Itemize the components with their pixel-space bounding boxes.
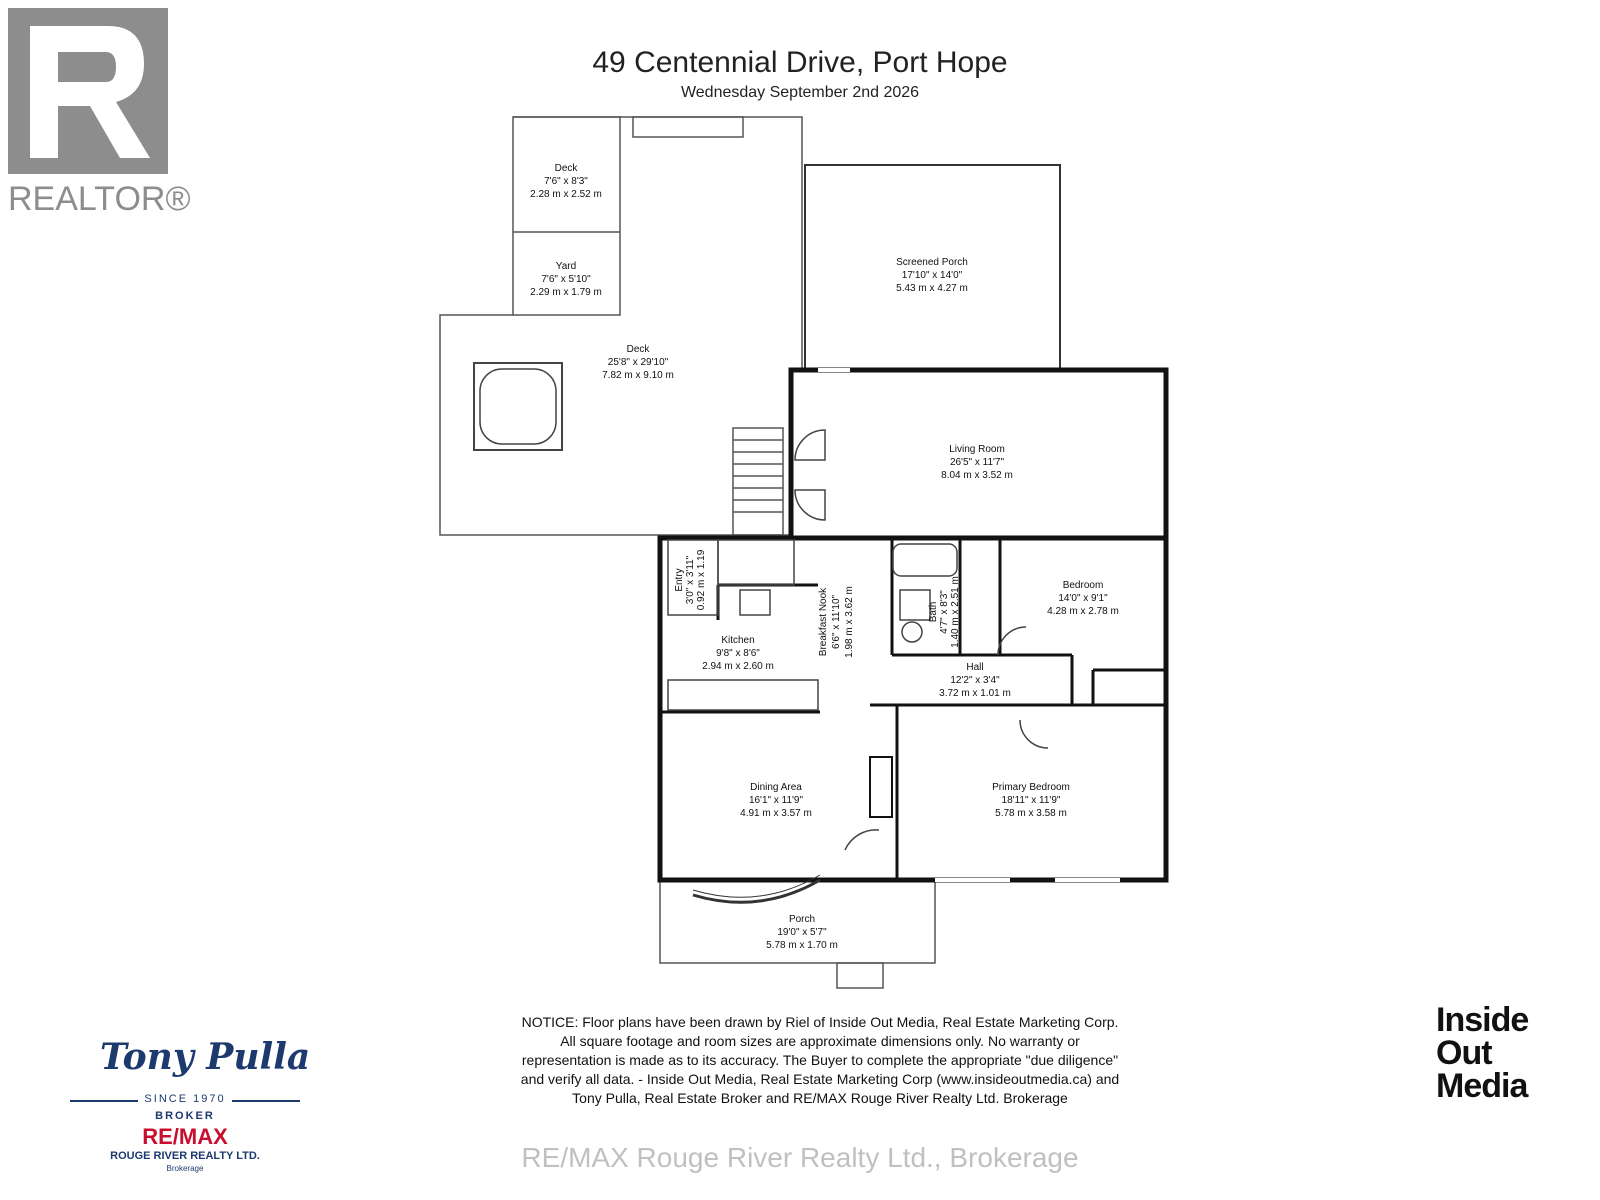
media-logo-line: Inside [1436,1001,1529,1039]
room-name: Yard [555,261,577,272]
outdoor-areas [440,117,1060,988]
room-metric: 8.04 m x 3.52 m [941,470,1013,481]
room-imperial: 17'10" x 14'0" [901,270,963,281]
plan-date: Wednesday September 2nd 2026 [680,84,920,101]
realtor-wordmark: REALTOR® [8,180,191,218]
room-label-living-room [941,444,1013,481]
remax-brand: RE/MAX [142,1124,228,1149]
stove [740,590,770,615]
room-name: Entry [674,568,685,592]
room-imperial: 14'0" x 9'1" [1058,593,1108,604]
room-name: Bedroom [1062,580,1104,591]
deck-stairs [733,428,783,535]
room-name: Porch [788,914,816,925]
room-metric: 1.40 m x 2.51 m [950,576,961,648]
room-metric: 3.72 m x 1.01 m [939,688,1011,699]
room-imperial: 7'6" x 8'3" [544,176,588,187]
brokerage-watermark: RE/MAX Rouge River Realty Ltd., Brokerage [521,1142,1079,1173]
floor-plan-notice: NOTICE: Floor plans have been drawn by Riel of Inside Out Media, Real Estate Marketing Corp. All square footage and room sizes are approximate dimensions only. No warranty or representation is made as to its accuracy. The Buyer to complete the appropriate "due diligence" and verify all data. - Inside Out Media, Real Estate Marketing Corp (www.insideoutmedia.ca) and Tony Pulla, Real Estate Broker and RE/MAX Rouge River Realty Ltd. Brokerage [520,1014,1120,1106]
room-name: Deck [626,344,650,355]
room-metric: 4.28 m x 2.78 m [1047,606,1119,617]
room-label-primary-bedroom [992,782,1070,819]
room-label-hall [939,662,1011,699]
inside-out-media-logo [1436,1001,1576,1105]
room-label-bedroom [1047,580,1119,617]
deck-outline [440,315,802,535]
upper-deck-yard-outline [513,117,620,315]
room-imperial: 7'6" x 5'10" [541,274,591,285]
room-metric: 2.29 m x 1.79 m [530,287,602,298]
room-label-upper-deck [530,163,602,200]
hot-tub [474,363,562,450]
room-label-dining-area [740,782,812,819]
room-name: Living Room [949,444,1005,455]
upper-steps [633,117,743,137]
room-imperial: 6'6" x 11'10" [831,594,842,650]
room-label-screened-porch [896,257,968,294]
room-imperial: 26'5" x 11'7" [949,457,1005,468]
room-label-deck [602,344,674,381]
room-name: Deck [554,163,578,174]
sink [902,622,922,642]
room-imperial: 16'1" x 11'9" [748,795,804,806]
room-metric: 5.78 m x 1.70 m [766,940,838,951]
bathtub [893,544,957,576]
broker-signature: Tony Pulla [100,1036,311,1078]
broker-title: BROKER [155,1110,215,1122]
room-name: Breakfast Nook [818,587,829,657]
room-metric: 5.78 m x 3.58 m [995,808,1067,819]
room-name: Dining Area [750,782,802,793]
room-imperial: 18'11" x 11'9" [1001,795,1061,806]
east-walls [897,538,1166,880]
room-metric: 5.43 m x 4.27 m [896,283,968,294]
room-imperial: 9'8" x 8'6" [716,648,760,659]
broker-logo [70,1036,311,1173]
room-metric: 4.91 m x 3.57 m [740,808,812,819]
room-name: Kitchen [721,635,755,646]
remax-office-sub: Brokerage [166,1164,204,1173]
exterior-walls [660,370,1166,880]
front-steps [837,963,883,988]
toilet [900,590,930,620]
room-name: Bath [928,601,939,623]
broker-since: SINCE 1970 [70,1093,300,1105]
room-label-kitchen [702,635,774,672]
room-imperial: 12'2" x 3'4" [950,675,1000,686]
room-label-entry [674,549,707,610]
room-name: Hall [966,662,984,673]
room-name: Primary Bedroom [992,782,1070,793]
room-metric: 0.92 m x 1.19 [696,549,707,611]
room-imperial: 19'0" x 5'7" [777,927,827,938]
room-imperial: 3'0" x 3'11" [685,555,696,605]
room-label-breakfast-nook [818,586,855,658]
room-metric: 1.98 m x 3.62 m [844,586,855,658]
kitchen-counter [668,680,818,710]
property-address-title: 49 Centennial Drive, Port Hope [592,46,1008,79]
room-label-porch [766,914,838,951]
room-label-bath [928,576,961,648]
room-label-yard [530,261,602,298]
media-logo-line: Out [1436,1034,1492,1072]
room-imperial: 4'7" x 8'3" [939,590,950,634]
media-logo-line: Media [1436,1067,1528,1105]
room-imperial: 25'8" x 29'10" [607,357,669,368]
room-labels [530,163,1119,951]
room-metric: 2.28 m x 2.52 m [530,189,602,200]
remax-office: ROUGE RIVER REALTY LTD. [110,1150,260,1162]
room-metric: 2.94 m x 2.60 m [702,661,774,672]
basement-stairs [718,540,794,585]
room-metric: 7.82 m x 9.10 m [602,370,674,381]
room-name: Screened Porch [896,257,968,268]
